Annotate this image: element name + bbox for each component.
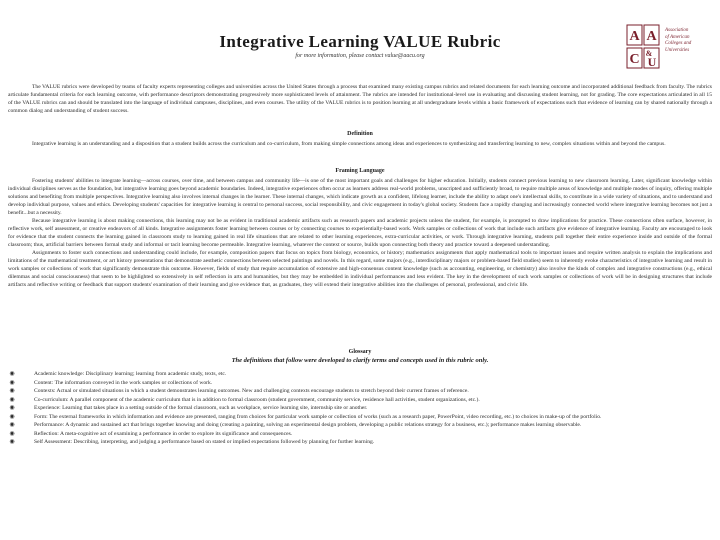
framing-section: [8, 177, 712, 289]
aacu-logo: [626, 24, 662, 70]
glossary-item: [8, 396, 712, 405]
framing-paragraph: Because integrative learning is about making connections, this learning may not be as evident in traditional academic artifacts such as research papers and academic projects unless the student, for example, is prompted to draw implications for practice. These connections often surface, however, in reflective work, self assessment, or creative endeavors of all kinds. Integrative assignments foster learning between courses or by connecting courses to experientially-based work. Work samples or collections of work that include such artifacts give evidence of integrative learning. Faculty are encouraged to look for evidence that the student connects the learning gained in classroom study to learning gained in real life situations that are related to other learning experiences, extra-curricular activities, or work. Through integrative learning, students pull together their entire experience inside and outside of the formal classroom; thus, artificial barriers between formal study and informal or tacit learning become permeable. Integrative learning, whatever the context or source, builds upon connecting both theory and practice toward a deepened understanding.: [8, 218, 712, 248]
logo-line: Association: [665, 28, 689, 33]
glossary-item: [8, 379, 712, 388]
glossary-item: [8, 404, 712, 413]
definition-text: Integrative learning is an understanding and a disposition that a student builds across the curriculum and co-curriculum, from making simple connections among ideas and experiences to synthesizing and transferring learning to new, complex situations within and beyond the campus.: [32, 141, 666, 147]
aacu-logo-wordmark: [665, 28, 713, 54]
framing-paragraph: Assignments to foster such connections and understanding could include, for example, composition papers that focus on topics from biology, economics, or history; mathematics assignments that apply mathematical tools to important issues and require written analysis to explain the implications and limitations of the mathematical treatment, or art history presentations that demonstrate aesthetic connections between selected paintings and novels. In this regard, some majors (e.g., interdisciplinary majors or problem-based field studies) seem to inherently evoke characteristics of integrative learning and result in work samples or collections of work that significantly demonstrate this outcome. However, fields of study that require accumulation of extensive and high-consensus content knowledge (such as accounting, engineering, or chemistry) also involve the kinds of complex and integrative constructions (e.g., ethical dilemmas and social consciousness) that seem to be highlighted so extensively in self reflection in arts and humanities, but they may be embedded in individual performances and less evident. The key in the development of such work samples or collections of work will be in designing structures that include artifacts and reflective writing or feedback that support students' examination of their learning and give evidence that, as graduates, they will extend their integrative abilities into the challenges of personal, professional, and civic life.: [8, 250, 712, 288]
bullet-icon: ◉: [9, 422, 15, 428]
glossary-heading: Glossary: [348, 349, 372, 355]
glossary-subheading: The definitions that follow were developed to clarify terms and concepts used in this rubric only.: [231, 357, 489, 364]
glossary-text: Contexts: Actual or simulated situations in which a student demonstrates learning outcomes. New and challenging contexts encourage students to stretch beyond their current frames of reference.: [34, 388, 469, 394]
glossary-text: Academic knowledge: Disciplinary learning; learning from academic study, texts, etc.: [34, 371, 227, 377]
definition-heading: Definition: [347, 131, 373, 137]
logo-line: Universities: [665, 47, 690, 53]
bullet-icon: ◉: [9, 371, 15, 377]
bullet-icon: ◉: [9, 439, 15, 445]
svg-text:&: &: [645, 49, 653, 58]
glossary-item: [8, 413, 712, 422]
framing-paragraph: Fostering students' abilities to integrate learning—across courses, over time, and between campus and community life—is one of the most important goals and challenges for higher education. Initially, students connect previous learning to new classroom learning. Later, significant knowledge within individual disciplines serves as the foundation, but integrative learning goes beyond academic boundaries. Indeed, integrative experiences often occur as learners address real-world problems, unscripted and sufficiently broad, to require multiple areas of knowledge and multiple modes of inquiry, offering multiple solutions and benefiting from multiple perspectives. Integrative learning also involves internal changes in the learner. These internal changes, which indicate growth as a confident, lifelong learner, include the ability to adapt one's intellectual skills, to contribute in a wide variety of situations, and to understand and develop individual purpose, values and ethics. Developing students' capacities for integrative learning is central to personal success, social responsibility, and civic engagement in today's global society. Students face a rapidly changing and increasingly connected world where integrative learning becomes not just a benefit...but a necessity.: [8, 178, 712, 216]
glossary-item: [8, 387, 712, 396]
glossary-text: Content: The information conveyed in the work samples or collections of work.: [34, 379, 213, 386]
svg-text:C: C: [629, 52, 640, 67]
page-title: Integrative Learning VALUE Rubric: [219, 32, 501, 51]
bullet-icon: ◉: [9, 388, 15, 394]
svg-text:A: A: [646, 29, 657, 44]
glossary-text: Reflection: A meta-cognitive act of examining a performance in order to explore its significance and consequences.: [34, 430, 293, 437]
bullet-icon: ◉: [9, 430, 15, 437]
bullet-icon: ◉: [9, 396, 15, 403]
framing-heading: Framing Language: [335, 168, 385, 174]
glossary-item: [8, 421, 712, 430]
glossary-text: Performance: A dynamic and sustained act that brings together knowing and doing (creating a painting, solving an experimental design problem, developing a public relations strategy for a business, etc.); performance makes learning observable.: [34, 422, 582, 428]
glossary-text: Form: The external frameworks in which information and evidence are presented, ranging from choices for particular work sample or collection of works (such as a research paper, PowerPoint, video recording, etc.) to choices in make-up of the portfolio.: [34, 413, 602, 420]
definition-section: [8, 140, 712, 148]
glossary-item: [8, 438, 712, 447]
bullet-icon: ◉: [9, 405, 15, 411]
logo-line: Colleges and: [665, 41, 692, 46]
glossary-list: [8, 370, 712, 447]
intro-text: The VALUE rubrics were developed by teams of faculty experts representing colleges and universities across the United States through a process that examined many existing campus rubrics and related documents for each learning outcome and incorporated additional feedback from faculty. The rubrics articulate fundamental criteria for each learning outcome, with performance descriptors demonstrating progressively more sophisticated levels of attainment. The rubrics are intended for institutional-level use in evaluating and discussing student learning, not for grading. The core expectations articulated in all 15 of the VALUE rubrics can and should be translated into the language of individual campuses, disciplines, and even courses. The utility of the VALUE rubrics is to position learning at all undergraduate levels within a basic framework of expectations such that evidence of learning can by shared nationally through a common dialog and understanding of student success.: [8, 84, 712, 114]
svg-text:U: U: [647, 55, 657, 69]
glossary-item: [8, 370, 712, 379]
contact-note: for more information, please contact value@aacu.org: [295, 53, 425, 59]
bullet-icon: ◉: [9, 413, 15, 420]
glossary-text: Co-curriculum: A parallel component of the academic curriculum that is in addition to formal classroom (student government, community service, residence hall activities, student organizations, etc.).: [34, 396, 480, 403]
glossary-text: Experience: Learning that takes place in a setting outside of the formal classroom, such as workplace, service learning site, internship site or another.: [34, 405, 368, 411]
intro-paragraph: [8, 83, 712, 115]
glossary-item: [8, 430, 712, 439]
svg-text:A: A: [629, 29, 640, 44]
logo-line: of American: [665, 34, 690, 40]
bullet-icon: ◉: [9, 379, 15, 386]
glossary-text: Self Assessment: Describing, interpreting, and judging a performance based on stated or implied expectations followed by planning for further learning.: [34, 439, 375, 445]
